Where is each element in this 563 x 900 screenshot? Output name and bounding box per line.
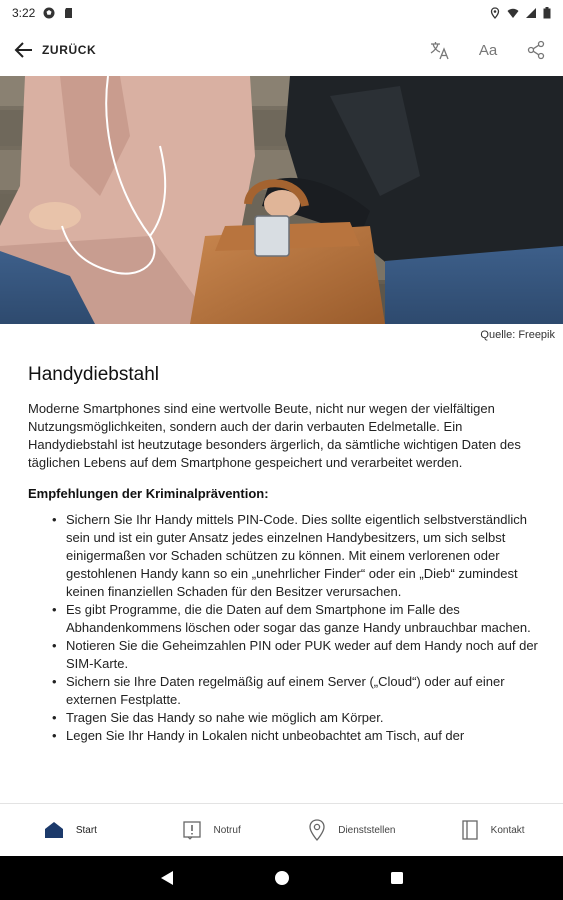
triangle-back-icon [160, 870, 174, 886]
list-item: • Es gibt Programme, die die Daten auf dem Smartphone im Falle des Abhandenkommens löschen oder sogar das ganze Handy unbrauchbar machen. [66, 601, 538, 637]
status-time: 3:22 [12, 6, 36, 20]
location-icon [489, 7, 501, 19]
circle-home-icon [274, 870, 290, 886]
home-icon [44, 821, 64, 839]
status-bar [0, 0, 563, 26]
location-pin-icon [308, 819, 326, 841]
handbag-theft-illustration [0, 76, 563, 324]
nav-label-kontakt: Kontakt [490, 824, 525, 836]
article-intro: Moderne Smartphones sind eine wertvolle Beute, nicht nur wegen der vielfältigen Nutzungsmöglichkeiten, sondern auch der darin verbauten Edelmetalle. Ein Handydiebstahl ist heutzutage besonders ärgerlich, da sämtliche wichtigen Daten des täglichen Lebens auf dem Smartphone gespeichert und verarbeitet werden. [28, 401, 521, 470]
translate-icon [429, 39, 451, 61]
back-button-label: ZURÜCK [42, 43, 97, 57]
list-item: • Sichern Sie Ihr Handy mittels PIN-Code. Dies sollte eigentlich selbstverständlich sein und ist ein guter Ansatz jedes einzelnen Handybesitzers, um sich selbst einigermaßen vor Schaden schützen zu können. Mit einem verlorenen oder gestohlenen Handy kann so ein „unehrlicher Finder“ oder ein „Dieb“ zumindest keinen finanziellen Schaden für den Besitzer verursachen. [66, 511, 538, 601]
back-button[interactable] [14, 40, 96, 60]
nav-item-notruf[interactable] [141, 804, 282, 856]
article-title: Handydiebstahl [28, 364, 159, 385]
square-recents-icon [390, 871, 404, 885]
nav-item-start[interactable] [0, 804, 141, 856]
recommendations-list [28, 511, 538, 745]
soccer-ball-icon [43, 7, 55, 19]
bottom-navigation [0, 803, 563, 856]
system-back-button[interactable] [160, 870, 174, 886]
article-hero-image [0, 76, 563, 324]
article-body [28, 364, 538, 745]
nav-label-start: Start [75, 824, 97, 836]
battery-icon [543, 7, 551, 19]
recommendations-heading: Empfehlungen der Kriminalprävention: [28, 486, 269, 501]
nav-label-dienststellen: Dienststellen [338, 824, 396, 836]
top-app-bar [0, 26, 563, 74]
text-size-icon: Aa [478, 41, 498, 59]
text-size-button[interactable] [477, 39, 499, 61]
system-recents-button[interactable] [390, 871, 404, 885]
wifi-icon [507, 7, 519, 19]
list-item: • Tragen Sie das Handy so nahe wie möglich am Körper. [66, 709, 538, 727]
nav-label-notruf: Notruf [213, 824, 241, 836]
list-item: • Legen Sie Ihr Handy in Lokalen nicht unbeobachtet am Tisch, auf der [66, 727, 538, 745]
emergency-icon [182, 820, 202, 840]
share-icon [526, 40, 546, 60]
arrow-back-icon [14, 40, 34, 60]
sd-card-icon [63, 7, 75, 19]
list-item: • Notieren Sie die Geheimzahlen PIN oder PUK weder auf dem Handy noch auf der SIM-Karte. [66, 637, 538, 673]
nav-item-kontakt[interactable] [422, 804, 563, 856]
system-navigation-bar [0, 856, 563, 900]
system-home-button[interactable] [274, 870, 290, 886]
translate-button[interactable] [429, 39, 451, 61]
image-caption: Quelle: Freepik [480, 329, 555, 341]
contact-book-icon [461, 820, 479, 840]
share-button[interactable] [525, 39, 547, 61]
list-item: • Sichern sie Ihre Daten regelmäßig auf einem Server („Cloud“) oder auf einer externen Festplatte. [66, 673, 538, 709]
nav-item-dienststellen[interactable] [282, 804, 423, 856]
signal-icon [525, 7, 537, 19]
